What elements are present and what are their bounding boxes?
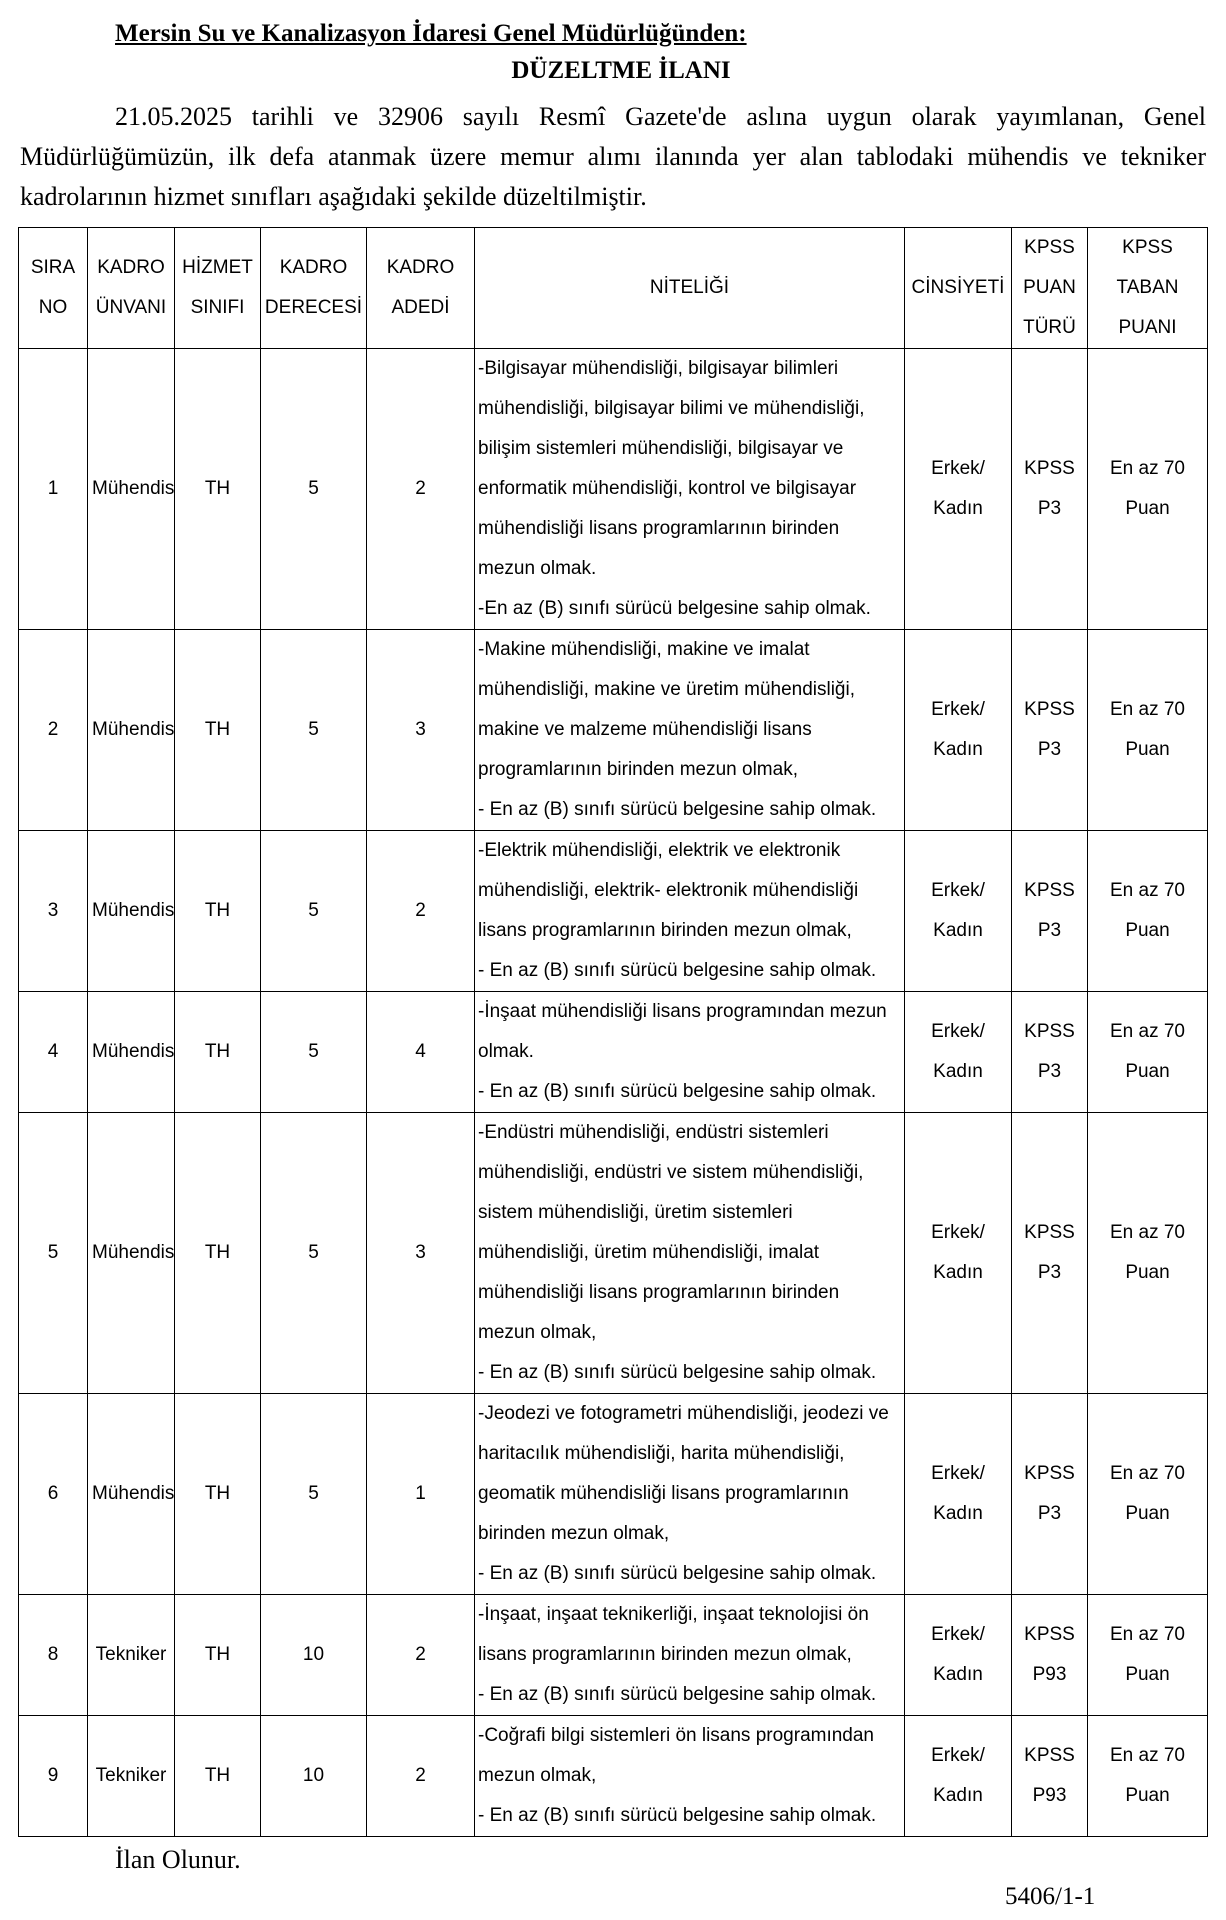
qualification-line: mühendisliği lisans programlarının birinden xyxy=(478,1282,840,1303)
row-qualification xyxy=(475,1394,905,1595)
row-count: 1 xyxy=(367,1394,475,1595)
qualification-line: mühendisliği, üretim mühendisliği, imalat xyxy=(478,1242,820,1263)
row-title: Mühendis xyxy=(88,630,175,831)
header-text-line: KADRO xyxy=(279,257,348,278)
row-title: Mühendis xyxy=(88,831,175,992)
positions-table xyxy=(18,227,1208,1837)
qualification-line: - En az (B) sınıfı sürücü belgesine sahip olmak. xyxy=(478,799,877,820)
row-qualification xyxy=(475,630,905,831)
qualification-line: - En az (B) sınıfı sürücü belgesine sahip olmak. xyxy=(478,1081,877,1102)
row-count: 2 xyxy=(367,1716,475,1837)
row-qualification xyxy=(475,1716,905,1837)
qualification-line: lisans programlarının birinden mezun olmak, xyxy=(478,920,852,941)
qualification-line: birinden mezun olmak, xyxy=(478,1523,670,1544)
row-kpss-type xyxy=(1012,992,1088,1113)
row-gender-line: Erkek/ xyxy=(931,699,985,720)
row-kpss-min xyxy=(1088,992,1208,1113)
row-qualification xyxy=(475,349,905,630)
row-service-class: TH xyxy=(175,1595,261,1716)
qualification-line: - En az (B) sınıfı sürücü belgesine sahip olmak. xyxy=(478,1563,877,1584)
qualification-line: - En az (B) sınıfı sürücü belgesine sahip olmak. xyxy=(478,1362,877,1383)
row-gender-line: Erkek/ xyxy=(931,1745,985,1766)
row-kpss-type-line: P3 xyxy=(1037,920,1062,941)
row-title: Mühendis xyxy=(88,992,175,1113)
row-kpss-type-line: P3 xyxy=(1037,1503,1062,1524)
row-kpss-min-line: En az 70 xyxy=(1110,1021,1185,1042)
row-qualification xyxy=(475,831,905,992)
row-kpss-min-line: En az 70 xyxy=(1110,458,1185,479)
row-kpss-type-line: KPSS xyxy=(1024,880,1075,901)
header-text-line: CİNSİYETİ xyxy=(911,277,1005,298)
header-cinsiyeti xyxy=(905,228,1012,349)
row-gender-line: Erkek/ xyxy=(931,1222,985,1243)
row-qualification xyxy=(475,992,905,1113)
header-text-line: TABAN xyxy=(1116,277,1179,298)
row-count: 3 xyxy=(367,630,475,831)
row-kpss-type-line: P3 xyxy=(1037,739,1062,760)
row-gender xyxy=(905,630,1012,831)
row-service-class: TH xyxy=(175,1113,261,1394)
qualification-line: -Bilgisayar mühendisliği, bilgisayar bilimleri xyxy=(478,358,839,379)
row-kpss-min-line: Puan xyxy=(1125,1664,1170,1685)
row-gender-line: Erkek/ xyxy=(931,1624,985,1645)
row-count: 3 xyxy=(367,1113,475,1394)
qualification-line: -İnşaat mühendisliği lisans programından mezun xyxy=(478,1001,887,1022)
row-kpss-type-line: P3 xyxy=(1037,1061,1062,1082)
row-kpss-min xyxy=(1088,831,1208,992)
row-title: Mühendis xyxy=(88,1394,175,1595)
row-title: Mühendis xyxy=(88,1113,175,1394)
row-gender-line: Kadın xyxy=(933,1262,983,1283)
row-number: 4 xyxy=(19,992,88,1113)
qualification-line: -İnşaat, inşaat teknikerliği, inşaat teknolojisi ön xyxy=(478,1604,869,1625)
header-text-line: SINIFI xyxy=(190,297,245,318)
row-gender xyxy=(905,1113,1012,1394)
row-kpss-type xyxy=(1012,349,1088,630)
row-gender-line: Kadın xyxy=(933,1664,983,1685)
header-kadro-derecesi xyxy=(261,228,367,349)
row-kpss-type xyxy=(1012,1113,1088,1394)
row-kpss-type-line: P3 xyxy=(1037,498,1062,519)
header-text-line: KADRO xyxy=(97,257,165,278)
row-count: 2 xyxy=(367,831,475,992)
row-kpss-min xyxy=(1088,1113,1208,1394)
row-number: 1 xyxy=(19,349,88,630)
row-kpss-min-line: En az 70 xyxy=(1110,1624,1185,1645)
row-kpss-type xyxy=(1012,1394,1088,1595)
qualification-line: mezun olmak, xyxy=(478,1322,597,1343)
row-count: 4 xyxy=(367,992,475,1113)
qualification-line: mühendisliği lisans programlarının birinden xyxy=(478,518,840,539)
row-grade: 5 xyxy=(261,1394,367,1595)
header-kadro-adedi xyxy=(367,228,475,349)
header-sira-no xyxy=(19,228,88,349)
row-gender-line: Erkek/ xyxy=(931,458,985,479)
table-row xyxy=(19,992,1208,1113)
institution-heading: Mersin Su ve Kanalizasyon İdaresi Genel Müdürlüğünden: xyxy=(115,20,747,47)
row-kpss-min-line: En az 70 xyxy=(1110,880,1185,901)
row-kpss-type-line: KPSS xyxy=(1024,1463,1075,1484)
row-kpss-type-line: KPSS xyxy=(1024,1222,1075,1243)
row-kpss-type-line: P93 xyxy=(1032,1785,1067,1806)
row-kpss-min-line: En az 70 xyxy=(1110,699,1185,720)
qualification-line: sistem mühendisliği, üretim sistemleri xyxy=(478,1202,793,1223)
qualification-line: mühendisliği, elektrik- elektronik mühendisliği xyxy=(478,880,859,901)
header-text-line: KPSS xyxy=(1024,237,1075,258)
qualification-line: mühendisliği, bilgisayar bilimi ve mühendisliği, xyxy=(478,398,865,419)
row-kpss-min-line: En az 70 xyxy=(1110,1222,1185,1243)
table-row xyxy=(19,1394,1208,1595)
header-text-line: NO xyxy=(38,297,68,318)
row-title: Tekniker xyxy=(88,1595,175,1716)
row-kpss-type-line: KPSS xyxy=(1024,699,1075,720)
row-grade: 5 xyxy=(261,992,367,1113)
reference-number: 5406/1-1 xyxy=(1005,1883,1096,1910)
header-kpss-puan-turu xyxy=(1012,228,1088,349)
row-service-class: TH xyxy=(175,630,261,831)
closing-text: İlan Olunur. xyxy=(115,1845,241,1874)
row-qualification xyxy=(475,1113,905,1394)
header-niteligi xyxy=(475,228,905,349)
qualification-line: mezun olmak, xyxy=(478,1765,597,1786)
header-text-line: PUANI xyxy=(1118,317,1177,338)
row-gender-line: Kadın xyxy=(933,920,983,941)
row-kpss-min-line: Puan xyxy=(1125,498,1170,519)
row-service-class: TH xyxy=(175,349,261,630)
row-kpss-type-line: KPSS xyxy=(1024,1745,1075,1766)
table-row xyxy=(19,1716,1208,1837)
header-hizmet-sinifi xyxy=(175,228,261,349)
qualification-line: -Endüstri mühendisliği, endüstri sistemleri xyxy=(478,1122,829,1143)
header-text-line: NİTELİĞİ xyxy=(649,277,730,298)
row-gender-line: Kadın xyxy=(933,1503,983,1524)
qualification-line: mezun olmak. xyxy=(478,558,597,579)
row-kpss-type xyxy=(1012,1716,1088,1837)
row-kpss-min-line: Puan xyxy=(1125,1061,1170,1082)
row-kpss-min-line: Puan xyxy=(1125,920,1170,941)
row-gender-line: Erkek/ xyxy=(931,1021,985,1042)
qualification-line: - En az (B) sınıfı sürücü belgesine sahip olmak. xyxy=(478,1805,877,1826)
row-kpss-type xyxy=(1012,831,1088,992)
row-kpss-min-line: En az 70 xyxy=(1110,1463,1185,1484)
header-kadro-unvani xyxy=(88,228,175,349)
row-kpss-type xyxy=(1012,630,1088,831)
header-kpss-taban-puani xyxy=(1088,228,1208,349)
row-number: 5 xyxy=(19,1113,88,1394)
qualification-line: mühendisliği, makine ve üretim mühendisliği, xyxy=(478,679,856,700)
row-gender xyxy=(905,349,1012,630)
row-kpss-min xyxy=(1088,630,1208,831)
row-kpss-type-line: KPSS xyxy=(1024,1021,1075,1042)
row-kpss-min xyxy=(1088,1595,1208,1716)
row-qualification xyxy=(475,1595,905,1716)
qualification-line: haritacılık mühendisliği, harita mühendisliği, xyxy=(478,1443,845,1464)
header-text-line: DERECESİ xyxy=(264,297,363,318)
row-grade: 5 xyxy=(261,831,367,992)
row-number: 8 xyxy=(19,1595,88,1716)
table-row xyxy=(19,831,1208,992)
table-row xyxy=(19,630,1208,831)
row-number: 6 xyxy=(19,1394,88,1595)
row-gender xyxy=(905,831,1012,992)
table-header-row xyxy=(19,228,1208,349)
row-number: 9 xyxy=(19,1716,88,1837)
header-text-line: TÜRÜ xyxy=(1023,317,1076,338)
row-kpss-min xyxy=(1088,1716,1208,1837)
row-kpss-type-line: KPSS xyxy=(1024,1624,1075,1645)
row-count: 2 xyxy=(367,1595,475,1716)
header-text-line: HİZMET xyxy=(182,257,253,278)
table-row xyxy=(19,1113,1208,1394)
qualification-line: - En az (B) sınıfı sürücü belgesine sahip olmak. xyxy=(478,1684,877,1705)
qualification-line: mühendisliği, endüstri ve sistem mühendisliği, xyxy=(478,1162,864,1183)
row-gender-line: Erkek/ xyxy=(931,1463,985,1484)
qualification-line: lisans programlarının birinden mezun olmak, xyxy=(478,1644,852,1665)
qualification-line: makine ve malzeme mühendisliği lisans xyxy=(478,719,812,740)
qualification-line: -En az (B) sınıfı sürücü belgesine sahip olmak. xyxy=(478,598,871,619)
row-kpss-min xyxy=(1088,349,1208,630)
row-kpss-min-line: En az 70 xyxy=(1110,1745,1185,1766)
row-gender xyxy=(905,992,1012,1113)
qualification-line: - En az (B) sınıfı sürücü belgesine sahip olmak. xyxy=(478,960,877,981)
row-gender-line: Kadın xyxy=(933,1061,983,1082)
row-gender-line: Kadın xyxy=(933,498,983,519)
qualification-line: -Elektrik mühendisliği, elektrik ve elektronik xyxy=(478,840,841,861)
row-gender-line: Erkek/ xyxy=(931,880,985,901)
row-gender xyxy=(905,1716,1012,1837)
row-number: 2 xyxy=(19,630,88,831)
row-service-class: TH xyxy=(175,1716,261,1837)
row-gender xyxy=(905,1394,1012,1595)
row-kpss-min-line: Puan xyxy=(1125,739,1170,760)
qualification-line: programlarının birinden mezun olmak, xyxy=(478,759,798,780)
row-kpss-type-line: P93 xyxy=(1032,1664,1067,1685)
qualification-line: -Makine mühendisliği, makine ve imalat xyxy=(478,639,810,660)
table-row xyxy=(19,349,1208,630)
header-text-line: KADRO xyxy=(386,257,455,278)
row-grade: 5 xyxy=(261,630,367,831)
row-kpss-min-line: Puan xyxy=(1125,1262,1170,1283)
row-service-class: TH xyxy=(175,1394,261,1595)
table-body xyxy=(19,349,1208,1837)
row-gender-line: Kadın xyxy=(933,1785,983,1806)
header-text-line: ADEDİ xyxy=(391,297,450,318)
row-service-class: TH xyxy=(175,992,261,1113)
intro-paragraph: 21.05.2025 tarihli ve 32906 sayılı Resmî Gazete'de aslına uygun olarak yayımlanan, Genel Müdürlüğümüzün, ilk defa atanmak üzere memur alımı ilanında yer alan tablodaki mühendis ve tekniker kadrolarının hizmet sınıfları aşağıdaki şekilde düzeltilmiştir. xyxy=(20,102,1206,211)
row-count: 2 xyxy=(367,349,475,630)
header-text-line: PUAN xyxy=(1023,277,1076,298)
notice-title: DÜZELTME İLANI xyxy=(511,57,731,84)
qualification-line: olmak. xyxy=(478,1041,534,1062)
qualification-line: enformatik mühendisliği, kontrol ve bilgisayar xyxy=(478,478,857,499)
row-service-class: TH xyxy=(175,831,261,992)
header-text-line: SIRA xyxy=(30,257,76,278)
row-title: Mühendis xyxy=(88,349,175,630)
row-gender-line: Kadın xyxy=(933,739,983,760)
row-grade: 5 xyxy=(261,1113,367,1394)
row-gender xyxy=(905,1595,1012,1716)
row-kpss-min-line: Puan xyxy=(1125,1503,1170,1524)
row-kpss-type-line: P3 xyxy=(1037,1262,1062,1283)
row-kpss-type xyxy=(1012,1595,1088,1716)
row-grade: 5 xyxy=(261,349,367,630)
row-kpss-min xyxy=(1088,1394,1208,1595)
header-text-line: KPSS xyxy=(1122,237,1173,258)
row-number: 3 xyxy=(19,831,88,992)
qualification-line: geomatik mühendisliği lisans programlarının xyxy=(478,1483,849,1504)
header-text-line: ÜNVANI xyxy=(95,297,167,318)
row-grade: 10 xyxy=(261,1595,367,1716)
qualification-line: -Coğrafi bilgi sistemleri ön lisans programından xyxy=(478,1725,875,1746)
row-kpss-min-line: Puan xyxy=(1125,1785,1170,1806)
row-title: Tekniker xyxy=(88,1716,175,1837)
row-grade: 10 xyxy=(261,1716,367,1837)
table-row xyxy=(19,1595,1208,1716)
qualification-line: -Jeodezi ve fotogrametri mühendisliği, jeodezi ve xyxy=(478,1403,889,1424)
qualification-line: bilişim sistemleri mühendisliği, bilgisayar ve xyxy=(478,438,844,459)
row-kpss-type-line: KPSS xyxy=(1024,458,1075,479)
